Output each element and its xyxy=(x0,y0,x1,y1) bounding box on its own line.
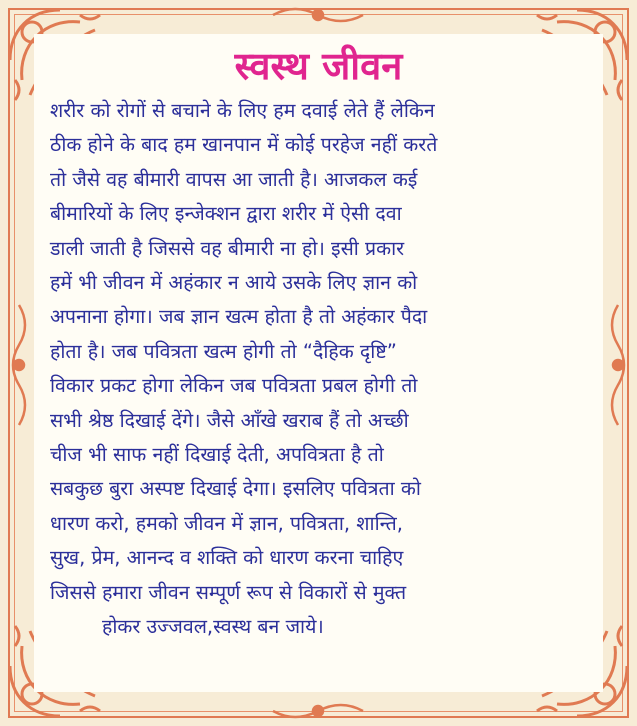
side-ornament-right xyxy=(603,300,633,430)
text-line: बीमारियों के लिए इन्जेक्शन द्वारा शरीर में ऐसी दवा xyxy=(50,202,402,226)
text-line: धारण करो, हमको जीवन में ज्ञान, पवित्रता, शान्ति, xyxy=(50,511,403,535)
text-line: तो जैसे वह बीमारी वापस आ जाती है। आजकल कई xyxy=(50,167,418,191)
text-line: विकार प्रकट होगा लेकिन जब पवित्रता प्रबल होगी तो xyxy=(50,374,418,398)
text-line: चीज भी साफ नहीं दिखाई देती, अपवित्रता है तो xyxy=(50,443,384,467)
side-ornament-left xyxy=(4,300,34,430)
text-line: होता है। जब पवित्रता खत्म होगी तो “दैहिक दृष्टि” xyxy=(50,339,397,363)
text-line-last: होकर उज्जवल,स्वस्थ बन जाये। xyxy=(102,615,324,639)
text-line: सुख, प्रेम, आनन्द व शक्ति को धारण करना चाहिए xyxy=(50,546,404,570)
text-line: डाली जाती है जिससे वह बीमारी ना हो। इसी प्रकार xyxy=(50,236,405,260)
text-line: सभी श्रेष्ठ दिखाई देंगे। जैसे आँखे खराब हैं तो अच्छी xyxy=(50,408,409,432)
text-line: सबकुछ बुरा अस्पष्ट दिखाई देगा। इसलिए पवित्रता को xyxy=(50,477,421,501)
text-line: ठीक होने के बाद हम खानपान में कोई परहेज नहीं करते xyxy=(50,133,438,157)
page-title: स्वस्थ जीवन xyxy=(234,43,403,88)
bottom-ornament xyxy=(268,698,368,724)
text-line: हमें भी जीवन में अहंकार न आये उसके लिए ज्ञान को xyxy=(50,271,418,295)
text-line: जिससे हमारा जीवन सम्पूर्ण रूप से विकारों से मुक्त xyxy=(50,580,407,604)
text-line: शरीर को रोगों से बचाने के लिए हम दवाई लेते हैं लेकिन xyxy=(50,99,435,122)
top-ornament xyxy=(268,2,368,28)
text-line: अपनाना होगा। जब ज्ञान खत्म होता है तो अहंकार पैदा xyxy=(50,305,428,329)
body-paragraph xyxy=(50,94,595,645)
